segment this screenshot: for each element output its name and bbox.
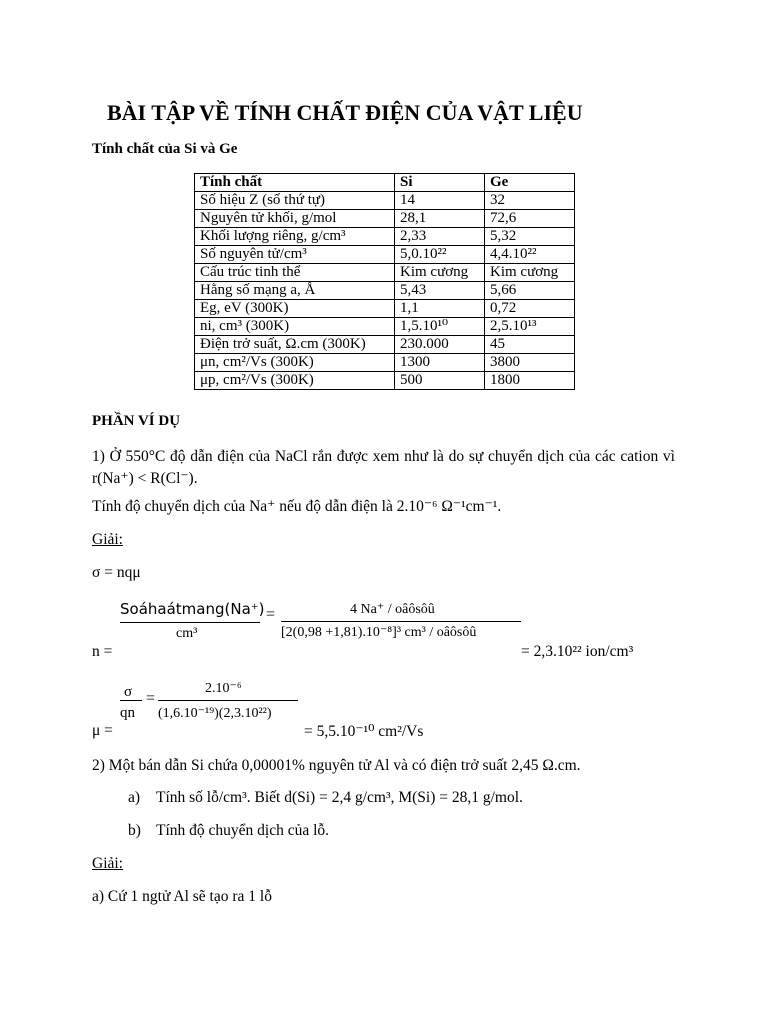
mu-frac2-bar [158, 700, 298, 701]
n-frac2-numerator: 4 Na⁺ / oâôsôû [350, 602, 435, 617]
ge-value-cell: 4,4.10²² [485, 246, 575, 264]
mu-frac2-numerator: 2.10⁻⁶ [205, 681, 242, 696]
table-row [195, 336, 575, 354]
mu-result: = 5,5.10⁻¹⁰ cm²/Vs [304, 723, 424, 740]
property-name-cell: Hằng số mạng a, Å [195, 282, 395, 300]
property-name-cell: μn, cm²/Vs (300K) [195, 354, 395, 372]
property-name-cell: Cấu trúc tinh thể [195, 264, 395, 282]
solution-label-1: Giải: [92, 531, 123, 548]
ge-value-cell: 0,72 [485, 300, 575, 318]
ge-value-cell: 3800 [485, 354, 575, 372]
table-row [195, 354, 575, 372]
si-value-cell: 28,1 [395, 210, 485, 228]
ge-value-cell: Kim cương [485, 264, 575, 282]
ge-value-cell: 72,6 [485, 210, 575, 228]
mu-frac1-bar [120, 700, 142, 701]
property-name-cell: μp, cm²/Vs (300K) [195, 372, 395, 390]
item-label: b) [128, 822, 141, 839]
problem2-item-b [128, 822, 329, 840]
section-heading: PHẦN VÍ DỤ [92, 413, 181, 429]
table-row [195, 228, 575, 246]
solution-line-a: a) Cứ 1 ngtử Al sẽ tạo ra 1 lỗ [92, 888, 272, 905]
si-value-cell: Kim cương [395, 264, 485, 282]
mu-frac1-numerator: σ [124, 684, 133, 700]
table-row [195, 318, 575, 336]
problem2-text: 2) Một bán dẫn Si chứa 0,00001% nguyên tử Al và có điện trở suất 2,45 Ω.cm. [92, 757, 581, 774]
si-value-cell: 1,5.10¹⁰ [395, 318, 485, 336]
si-value-cell: 14 [395, 192, 485, 210]
si-value-cell: 500 [395, 372, 485, 390]
property-name-cell: Nguyên tử khối, g/mol [195, 210, 395, 228]
n-frac2-denominator: [2(0,98 +1,81).10⁻⁸]³ cm³ / oâôsôû [281, 625, 477, 640]
ge-value-cell: 1800 [485, 372, 575, 390]
solution-label-2: Giải: [92, 855, 123, 872]
table-row [195, 264, 575, 282]
table-caption: Tính chất của Si và Ge [92, 141, 238, 157]
si-value-cell: 2,33 [395, 228, 485, 246]
item-text: Tính số lỗ/cm³. Biết d(Si) = 2,4 g/cm³, M(Si) = 28,1 g/mol. [156, 789, 523, 806]
si-value-cell: 1300 [395, 354, 485, 372]
mu-frac1-denominator: qn [120, 705, 135, 721]
table-row [195, 246, 575, 264]
item-text: Tính độ chuyển dịch của lỗ. [156, 822, 330, 839]
si-value-cell: 230.000 [395, 336, 485, 354]
n-frac1-numerator: Soáhaátmang(Na⁺) [120, 600, 265, 618]
ge-value-cell: 5,66 [485, 282, 575, 300]
n-frac1-bar [120, 622, 260, 623]
properties-table [194, 173, 575, 390]
formula-sigma: σ = nqμ [92, 564, 141, 581]
problem2-item-a [128, 789, 523, 807]
property-name-cell: Eg, eV (300K) [195, 300, 395, 318]
mu-equals-sign: = [146, 690, 156, 707]
problem1-question: Tính độ chuyển dịch của Na⁺ nếu độ dẫn điện là 2.10⁻⁶ Ω⁻¹cm⁻¹. [92, 498, 502, 515]
equals-sign: = [266, 606, 276, 623]
property-name-cell: Khối lượng riêng, g/cm³ [195, 228, 395, 246]
mu-frac2-denominator: (1,6.10⁻¹⁹)(2,3.10²²) [158, 706, 272, 721]
item-label: a) [128, 789, 141, 806]
table-header-row [195, 174, 575, 192]
table-row [195, 300, 575, 318]
problem1-text: 1) Ở 550°C độ dẫn điện của NaCl rắn được xem như là do sự chuyển dịch của các cation vì r(Na⁺) < R(Cl⁻). [92, 448, 675, 487]
table-row [195, 372, 575, 390]
n-frac2-bar [281, 621, 521, 622]
property-name-cell: Điện trở suất, Ω.cm (300K) [195, 336, 395, 354]
property-name-cell: Số nguyên tử/cm³ [195, 246, 395, 264]
property-name-cell: ni, cm³ (300K) [195, 318, 395, 336]
si-value-cell: 5,0.10²² [395, 246, 485, 264]
property-name-cell: Số hiệu Z (số thứ tự) [195, 192, 395, 210]
ge-value-cell: 2,5.10¹³ [485, 318, 575, 336]
ge-value-cell: 32 [485, 192, 575, 210]
table-row [195, 210, 575, 228]
table-row [195, 192, 575, 210]
header-si: Si [395, 174, 485, 192]
ge-value-cell: 5,32 [485, 228, 575, 246]
n-label: n = [92, 643, 113, 660]
n-result: = 2,3.10²² ion/cm³ [521, 643, 634, 660]
table-row [195, 282, 575, 300]
si-value-cell: 1,1 [395, 300, 485, 318]
n-frac1-denominator: cm³ [176, 626, 198, 641]
mu-label: μ = [92, 722, 113, 739]
ge-value-cell: 45 [485, 336, 575, 354]
header-property: Tính chất [195, 174, 395, 192]
si-value-cell: 5,43 [395, 282, 485, 300]
header-ge: Ge [485, 174, 575, 192]
page-title: BÀI TẬP VỀ TÍNH CHẤT ĐIỆN CỦA VẬT LIỆU [107, 100, 583, 125]
